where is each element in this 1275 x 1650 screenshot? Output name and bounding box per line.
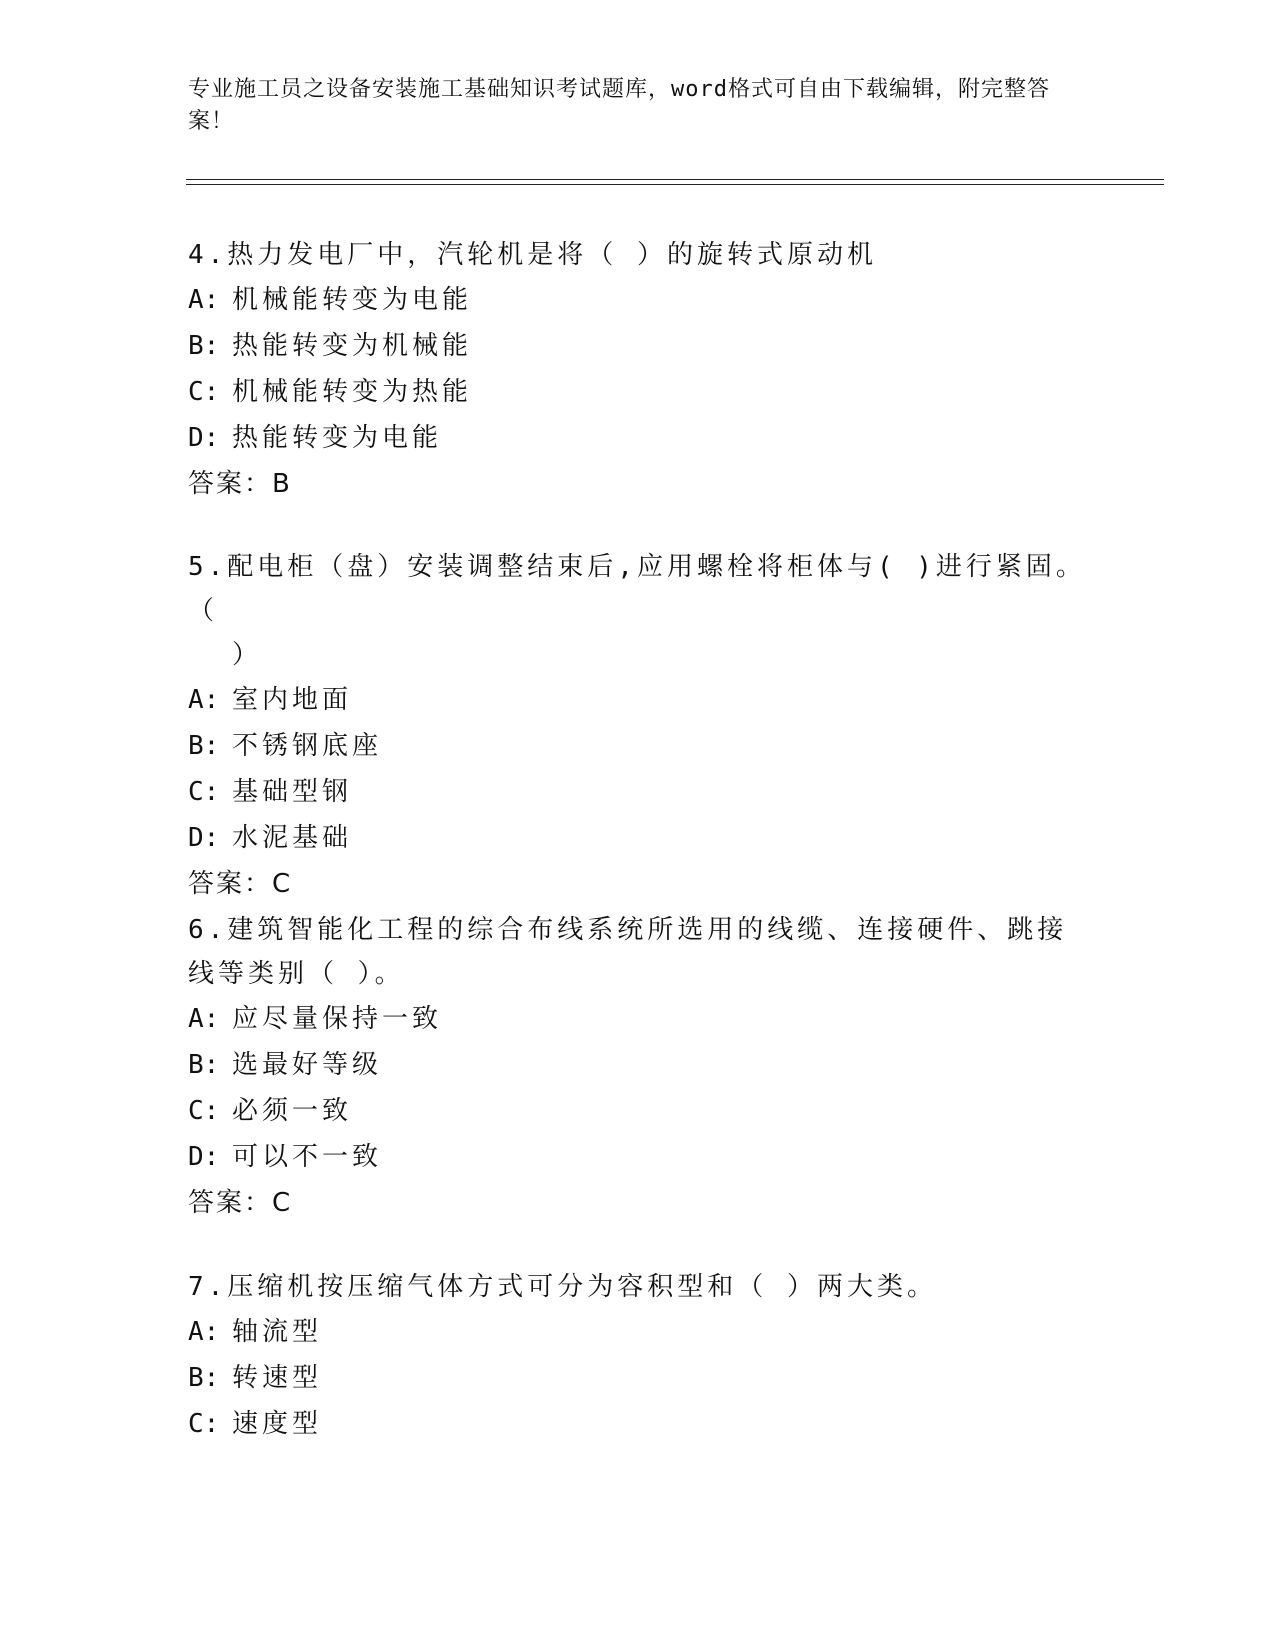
option-a [188,677,1088,723]
option-letter: B: [188,731,220,761]
option-a [188,1309,1088,1355]
option-b [188,1042,1068,1088]
question-4 [188,233,1088,507]
option-text: 不锈钢底座 [232,731,383,761]
option-text: 室内地面 [232,685,353,715]
option-text: 应尽量保持一致 [232,1004,443,1034]
option-c [188,1088,1068,1134]
option-c [188,1401,1088,1447]
option-b [188,723,1088,769]
option-letter: B: [188,1050,220,1080]
option-text: 热能转变为机械能 [232,331,473,361]
option-a [188,996,1068,1042]
question-7 [188,1265,1088,1447]
option-text: 选最好等级 [232,1050,383,1080]
document-intro: 专业施工员之设备安装施工基础知识考试题库，word格式可自由下载编辑，附完整答案！ [188,77,1050,134]
option-text: 基础型钢 [232,777,353,807]
option-letter: C: [188,377,220,407]
question-stem-line: 5.配电柜（盘）安装调整结束后,应用螺栓将柜体与( )进行紧固。（ [188,552,1086,626]
option-text: 转速型 [232,1363,323,1393]
option-d [188,815,1088,861]
option-letter: D: [188,1142,220,1172]
option-text: 轴流型 [232,1317,323,1347]
answer-line: 答案：C [188,1188,293,1218]
option-text: 热能转变为电能 [232,423,443,453]
option-d [188,1134,1068,1180]
header-divider-top [186,179,1164,180]
option-a [188,277,1088,323]
option-letter: C: [188,1096,220,1126]
question-stem: 6.建筑智能化工程的综合布线系统所选用的线缆、连接硬件、跳接线等类别（ ）。 [188,915,1068,989]
answer-line: 答案：C [188,869,293,899]
option-text: 速度型 [232,1409,323,1439]
option-letter: A: [188,685,220,715]
option-letter: C: [188,1409,220,1439]
option-b [188,323,1088,369]
option-letter: B: [188,1363,220,1393]
option-letter: B: [188,331,220,361]
question-6 [188,908,1068,1226]
option-text: 可以不一致 [232,1142,383,1172]
option-text: 机械能转变为电能 [232,285,473,315]
header-divider-bottom [186,184,1164,185]
option-text: 机械能转变为热能 [232,377,473,407]
option-c [188,369,1088,415]
option-letter: D: [188,423,220,453]
question-stem: 4.热力发电厂中，汽轮机是将（ ）的旋转式原动机 [188,240,877,270]
option-letter: A: [188,285,220,315]
answer-line: 答案：B [188,469,292,499]
option-c [188,769,1088,815]
question-stem: 7.压缩机按压缩气体方式可分为容积型和（ ）两大类。 [188,1272,937,1302]
question-5 [188,545,1088,907]
option-letter: A: [188,1004,220,1034]
option-letter: A: [188,1317,220,1347]
question-stem-continuation: ） [232,640,263,670]
option-text: 水泥基础 [232,823,353,853]
option-letter: D: [188,823,220,853]
option-letter: C: [188,777,220,807]
option-d [188,415,1088,461]
option-b [188,1355,1088,1401]
question-stem [188,545,1088,677]
option-text: 必须一致 [232,1096,353,1126]
